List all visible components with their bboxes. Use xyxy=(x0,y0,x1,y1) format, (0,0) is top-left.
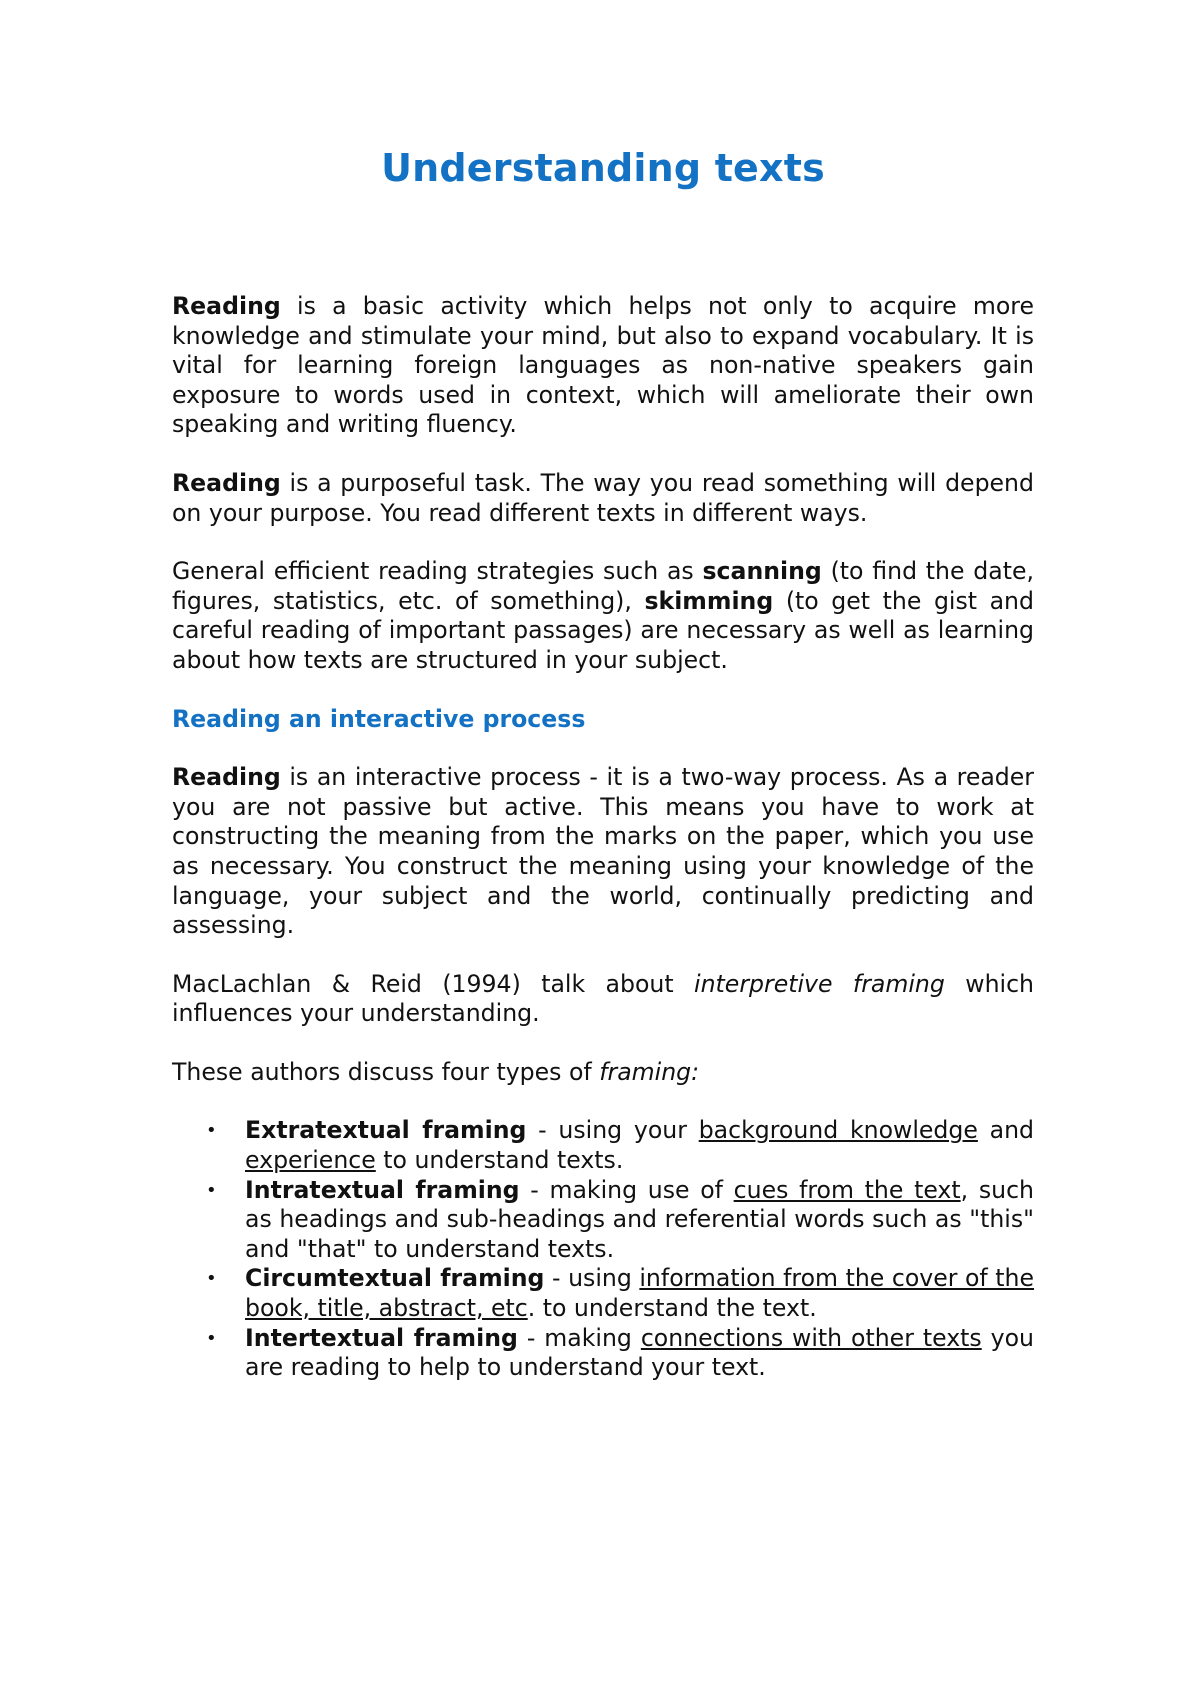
underlined-text: information from the cover of the book, title, abstract, etc xyxy=(245,1264,1035,1323)
list-item-text: - making use of xyxy=(519,1175,734,1204)
list-item-text: , such as headings and sub-headings and referential words such as "this" and "that" to understand texts. xyxy=(245,1175,1035,1263)
paragraph-four-types xyxy=(172,1058,1034,1088)
document-page xyxy=(172,0,1034,1383)
bold-term-scanning: scanning xyxy=(702,557,822,586)
list-item-extratextual xyxy=(172,1116,1034,1175)
italic-term: framing: xyxy=(599,1057,700,1086)
list-item-intertextual xyxy=(172,1324,1034,1383)
page-title: Understanding texts xyxy=(381,146,825,190)
paragraph-text: (to get the gist and careful reading of important passages) are necessary as well as learning about how texts are structured in your subject. xyxy=(172,586,1034,674)
underlined-text: connections with other texts xyxy=(640,1323,982,1352)
list-item-circumtextual xyxy=(172,1264,1034,1323)
paragraph-reading-basic xyxy=(172,292,1034,440)
bullet-icon: • xyxy=(206,1120,217,1142)
bold-term: Reading xyxy=(172,292,281,320)
framing-name: Intertextual framing xyxy=(245,1323,518,1352)
paragraph-text: which influences your understanding. xyxy=(172,969,1035,1028)
italic-term: interpretive framing xyxy=(694,969,945,998)
paragraph-maclachlan-reid xyxy=(172,970,1034,1029)
bold-term-skimming: skimming xyxy=(644,586,774,615)
framing-name: Circumtextual framing xyxy=(245,1264,545,1293)
framing-name: Extratextual framing xyxy=(245,1116,527,1145)
list-item-text: and xyxy=(977,1116,1035,1145)
paragraph-text: (to find the date, figures, statistics, etc. of something), xyxy=(172,557,1034,615)
list-item-text: you are reading to help to understand your text. xyxy=(245,1323,1034,1382)
list-item-intratextual xyxy=(172,1176,1034,1265)
paragraph-text: General efficient reading strategies such as xyxy=(172,557,703,586)
underlined-text: background knowledge xyxy=(698,1116,978,1145)
underlined-text: cues from the text xyxy=(733,1175,961,1204)
list-item-text: - using your xyxy=(526,1116,699,1145)
paragraph-interactive-process xyxy=(172,763,1034,941)
bullet-icon: • xyxy=(206,1327,217,1349)
underlined-text: experience xyxy=(245,1146,376,1175)
paragraph-text: is a purposeful task. The way you read something will depend on your purpose. You read different texts in different ways. xyxy=(172,468,1034,527)
list-item-text: to understand texts. xyxy=(375,1146,624,1175)
framing-types-list xyxy=(172,1116,1034,1382)
bullet-icon: • xyxy=(206,1179,217,1201)
section-heading: Reading an interactive process xyxy=(172,704,586,733)
paragraph-text: is an interactive process - it is a two-way process. As a reader you are not passive but active. This means you have to work at constructing the meaning from the marks on the paper, which you use as necessary. You construct the meaning using your knowledge of the language, your subject and the world, continually predicting and assessing. xyxy=(172,763,1034,940)
framing-name: Intratextual framing xyxy=(245,1175,520,1204)
paragraph-reading-purposeful xyxy=(172,469,1034,528)
bold-term: Reading xyxy=(172,468,281,497)
paragraph-text: These authors discuss four types of xyxy=(172,1057,600,1086)
list-item-text: - using xyxy=(544,1264,640,1293)
paragraph-text: MacLachlan & Reid (1994) talk about xyxy=(172,969,695,998)
bullet-icon: • xyxy=(206,1268,217,1290)
bold-term: Reading xyxy=(172,763,281,792)
paragraph-text: is a basic activity which helps not only to acquire more knowledge and stimulate your mind, but also to expand vocabulary. It is vital for learning foreign languages as non-native speakers gain exposure to words used in context, which will ameliorate their own speaking and writing fluency. xyxy=(172,292,1034,439)
list-item-text: . to understand the text. xyxy=(527,1294,817,1323)
paragraph-reading-strategies xyxy=(172,557,1034,675)
list-item-text: - making xyxy=(517,1323,641,1352)
document-body xyxy=(172,292,1034,1383)
